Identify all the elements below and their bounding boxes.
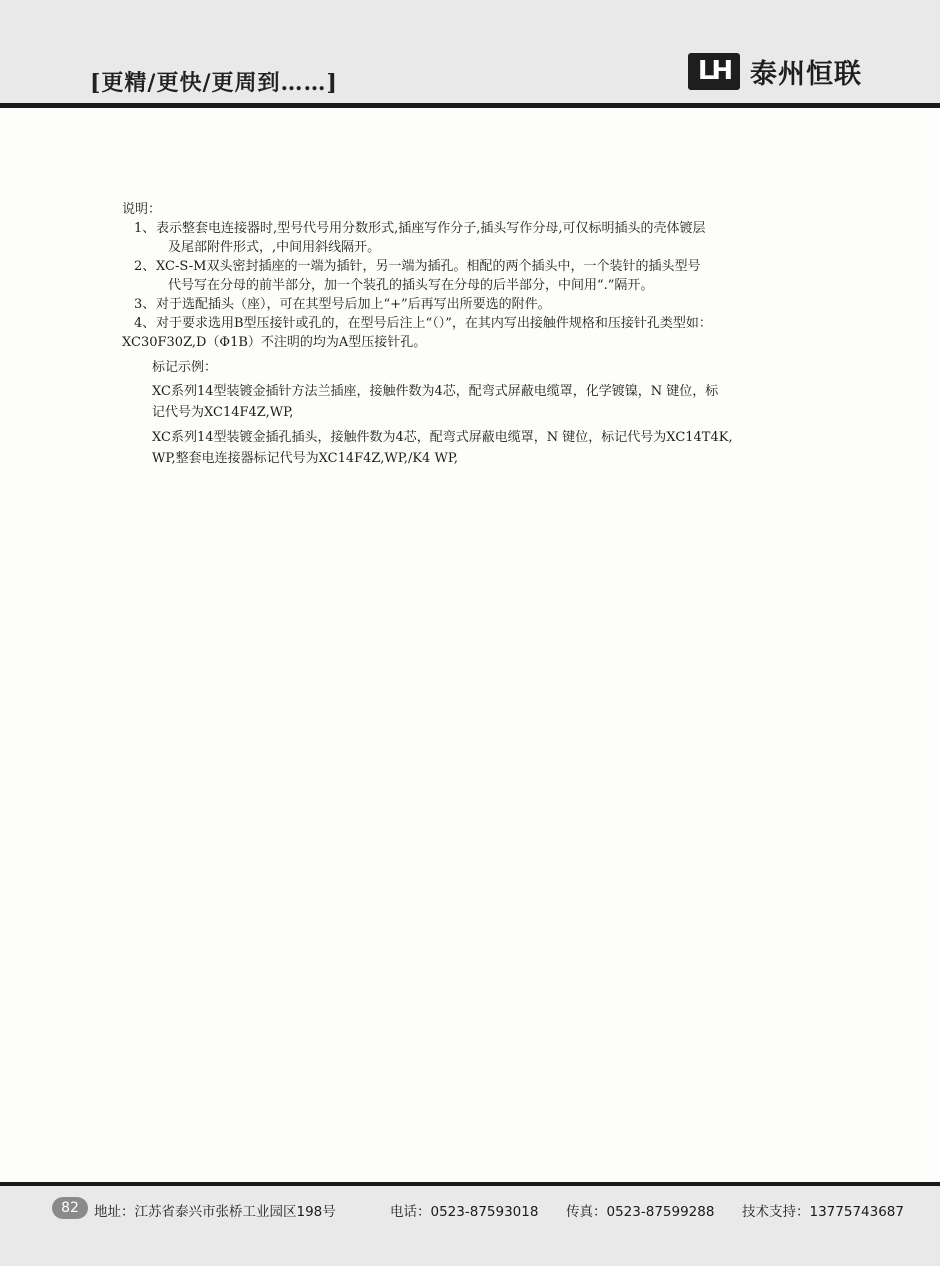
notes-heading: 说明：	[122, 202, 162, 217]
note-text	[156, 219, 842, 257]
note-text	[156, 314, 842, 333]
note-line: XC-S-M双头密封插座的一端为插针，另一端为插孔。相配的两个插头中，一个装针的插头型号	[156, 259, 701, 274]
note-line: 代号写在分母的前半部分，加一个装孔的插头写在分母的后半部分，中间用“.”隔开。	[168, 278, 654, 293]
example-line: XC系列14型装镀金插孔插头，接触件数为4芯，配弯式屏蔽电缆罩，N 键位，标记代号为XC14T4K,	[152, 430, 733, 445]
footer-support: 技术支持：13775743687	[742, 1204, 904, 1220]
footer-fax: 传真：0523-87599288	[566, 1204, 715, 1220]
note-number: 3、	[134, 297, 156, 312]
note-line: 及尾部附件形式，,中间用斜线隔开。	[168, 240, 381, 255]
logo-letters: LH	[697, 55, 731, 86]
footer-address: 地址：江苏省泰兴市张桥工业园区198号	[94, 1204, 336, 1220]
page-footer	[0, 1186, 940, 1266]
company-logo-icon	[688, 53, 740, 90]
note-item-1	[134, 219, 842, 257]
example-line: XC系列14型装镀金插针方法兰插座，接触件数为4芯，配弯式屏蔽电缆罩，化学镀镍，N 键位，标	[152, 384, 719, 399]
example-paragraph-2	[152, 427, 842, 469]
note-item-2	[134, 257, 842, 295]
note-item-4	[134, 314, 842, 333]
company-name: 泰州恒联	[750, 58, 862, 90]
note-text	[156, 257, 842, 295]
note-number: 2、	[134, 259, 156, 274]
main-content	[122, 200, 842, 473]
page-number-badge: 82	[52, 1197, 88, 1219]
examples-heading: 标记示例：	[152, 360, 218, 375]
company-brand	[688, 52, 862, 90]
example-line: WP,整套电连接器标记代号为XC14F4Z,WP,/K4 WP,	[152, 451, 459, 466]
note-line: 对于要求选用B型压接针或孔的，在型号后注上“（）”，在其内写出接触件规格和压接针孔类型如：	[156, 316, 712, 331]
marking-examples	[152, 358, 842, 469]
note-line: 表示整套电连接器时,型号代号用分数形式,插座写作分子,插头写作分母,可仅标明插头的壳体镀层	[156, 221, 706, 236]
note-item-3	[134, 295, 842, 314]
example-line: 记代号为XC14F4Z,WP,	[152, 405, 294, 420]
note-4-example: XC30F30Z,D（Φ1B）不注明的均为A型压接针孔。	[122, 335, 427, 350]
note-number: 4、	[134, 316, 156, 331]
note-text	[156, 295, 842, 314]
header-tagline: [更精/更快/更周到……]	[90, 70, 338, 96]
note-line: 对于选配插头（座），可在其型号后加上“+”后再写出所要选的附件。	[156, 297, 551, 312]
note-number: 1、	[134, 221, 156, 236]
header-divider	[0, 103, 940, 108]
example-paragraph-1	[152, 381, 842, 423]
footer-phone: 电话：0523-87593018	[390, 1204, 539, 1220]
